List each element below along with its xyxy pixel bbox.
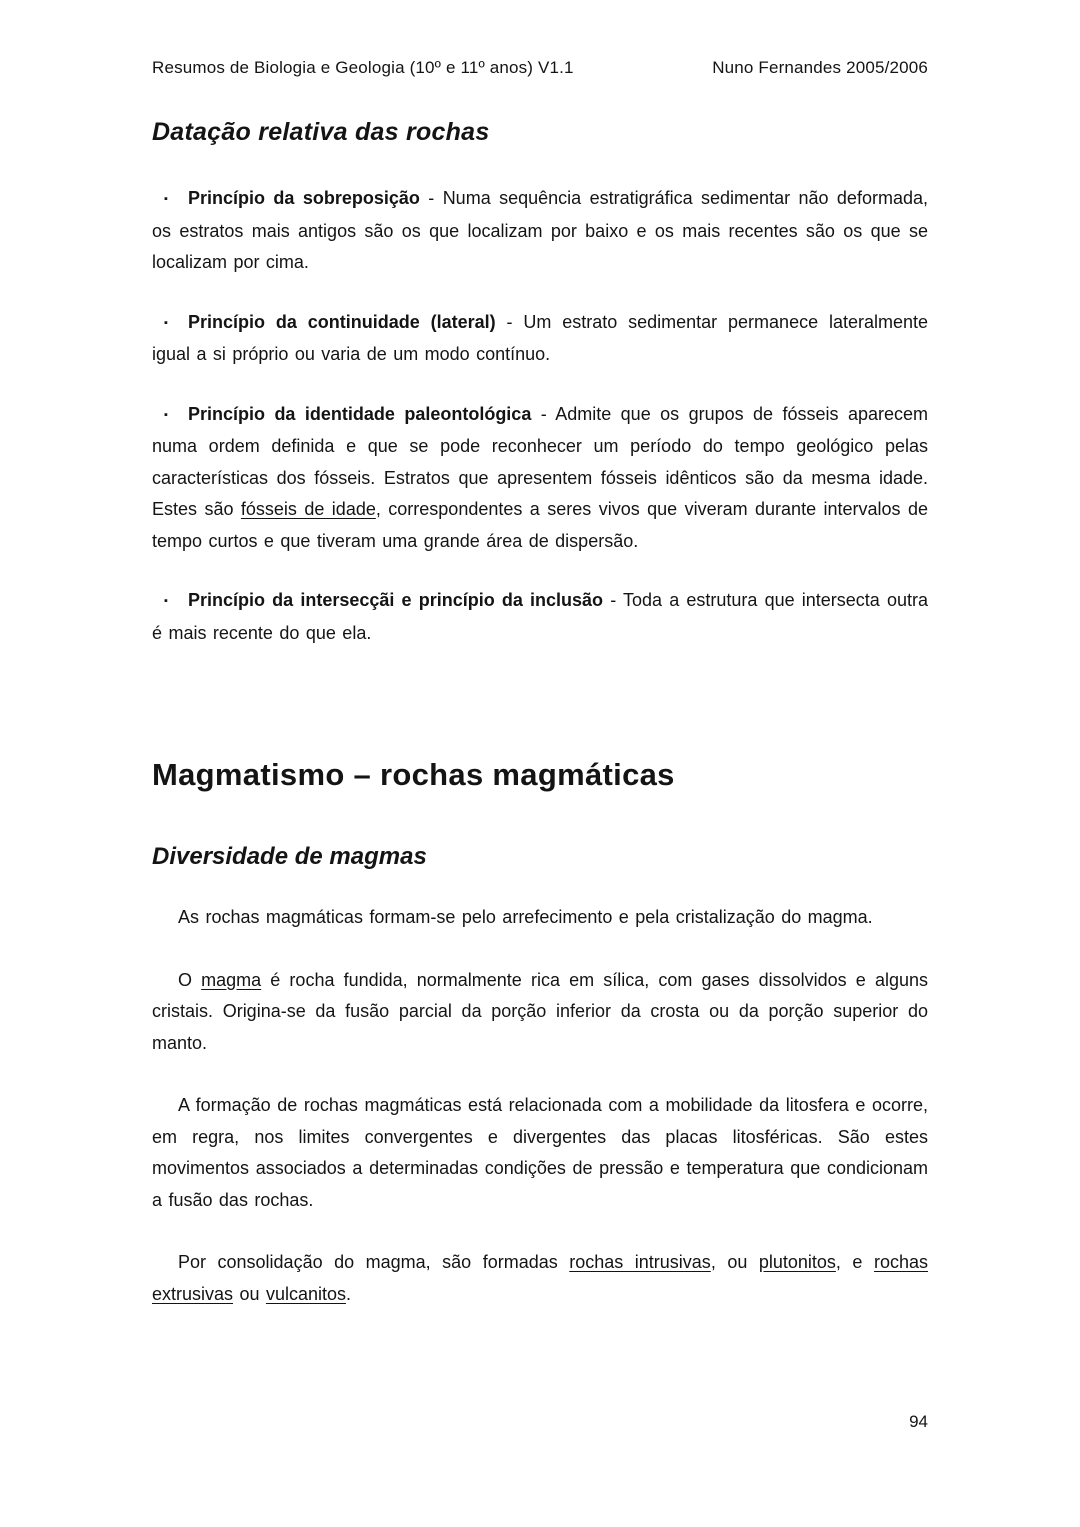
bullet-separator: - — [603, 590, 624, 610]
chapter-title-magmatismo: Magmatismo – rochas magmáticas — [152, 757, 675, 792]
bullet-body-text: , correspondentes a seres vivos que viveram durante intervalos de tempo curtos e que tiveram uma grande área de dispersão. — [152, 499, 929, 551]
bullet-separator: - — [531, 403, 556, 424]
header-left-text: Resumos de Biologia e Geologia (10º e 11º anos) V1.1 — [152, 58, 574, 77]
bullet-item-continuidade — [152, 307, 928, 371]
paragraph-consolidacao-magma — [152, 1247, 928, 1310]
paragraph-text: , ou — [710, 1252, 759, 1272]
bullet-body-text: Toda a estrutura que intersecta outra é mais recente do que ela. — [152, 590, 928, 643]
bullet-square-icon: ▪ — [164, 316, 168, 329]
bullet-item-interseccao-inclusao — [152, 585, 928, 649]
page-number: 94 — [909, 1412, 928, 1431]
paragraph-arrefecimento — [152, 902, 928, 934]
bullet-separator: - — [419, 188, 443, 208]
underlined-term-rochas-intrusivas: rochas intrusivas — [569, 1252, 711, 1272]
paragraph-text: . — [345, 1283, 351, 1304]
underlined-term-magma: magma — [201, 969, 262, 990]
paragraph-text: ou — [233, 1283, 266, 1304]
underlined-term-vulcanitos: vulcanitos — [265, 1283, 346, 1304]
header-right-text: Nuno Fernandes 2005/2006 — [712, 58, 928, 77]
bullet-lead: Princípio da identidade paleontológica — [188, 403, 532, 424]
bullet-body-text: Numa sequência estratigráfica sedimentar não deformada, os estratos mais antigos são os que localizam por baixo e os mais recentes são os que se localizam por cima. — [152, 188, 928, 272]
paragraph-text: é rocha fundida, normalmente rica em sílica, com gases dissolvidos e alguns cristais. Origina-se da fusão parcial da porção inferior da crosta ou da porção superior do manto. — [152, 969, 928, 1053]
section-title-datacao-relativa: Datação relativa das rochas — [152, 118, 490, 146]
page-header — [152, 58, 928, 78]
bullet-square-icon: ▪ — [164, 408, 168, 421]
subsection-title-diversidade-de-magmas: Diversidade de magmas — [152, 843, 427, 870]
bullet-item-sobreposicao — [152, 183, 928, 279]
paragraph-magma-definicao — [152, 965, 928, 1060]
bullet-lead: Princípio da sobreposição — [188, 188, 420, 208]
paragraph-formacao-rochas — [152, 1090, 928, 1216]
bullet-lead: Princípio da continuidade (lateral) — [188, 311, 496, 332]
underlined-term-plutonitos: plutonitos — [758, 1252, 836, 1272]
bullet-body-text: Admite que os grupos de fósseis aparecem numa ordem definida e que se pode reconhecer um período do tempo geológico pelas características dos fósseis. Estratos que apresentem fósseis idênticos são da mesma idade. Estes são — [152, 403, 928, 519]
paragraph-text: Por consolidação do magma, são formadas — [178, 1252, 570, 1272]
paragraph-text: O — [178, 969, 202, 990]
bullet-lead: Princípio da intersecçãi e princípio da inclusão — [188, 590, 604, 610]
principles-list — [152, 183, 928, 649]
bullet-body-text: Um estrato sedimentar permanece lateralmente igual a si próprio ou varia de um modo contínuo. — [152, 311, 929, 364]
bullet-separator: - — [495, 311, 524, 332]
bullet-square-icon: ▪ — [164, 595, 168, 607]
paragraph-text: , e — [835, 1252, 874, 1272]
paragraph-text: A formação de rochas magmáticas está relacionada com a mobilidade da litosfera e ocorre, em regra, nos limites convergentes e divergentes das placas litosféricas. São estes movimentos associados a determinadas condições de pressão e temperatura que condicionam a fusão das rochas. — [152, 1095, 928, 1210]
bullet-item-identidade-paleontologica — [152, 399, 928, 558]
underlined-term-fosseis-de-idade: fósseis de idade — [240, 499, 376, 519]
paragraph-text: As rochas magmáticas formam-se pelo arrefecimento e pela cristalização do magma. — [178, 907, 873, 927]
underlined-term-rochas-extrusivas: rochas extrusivas — [152, 1252, 928, 1304]
bullet-square-icon: ▪ — [164, 193, 168, 205]
